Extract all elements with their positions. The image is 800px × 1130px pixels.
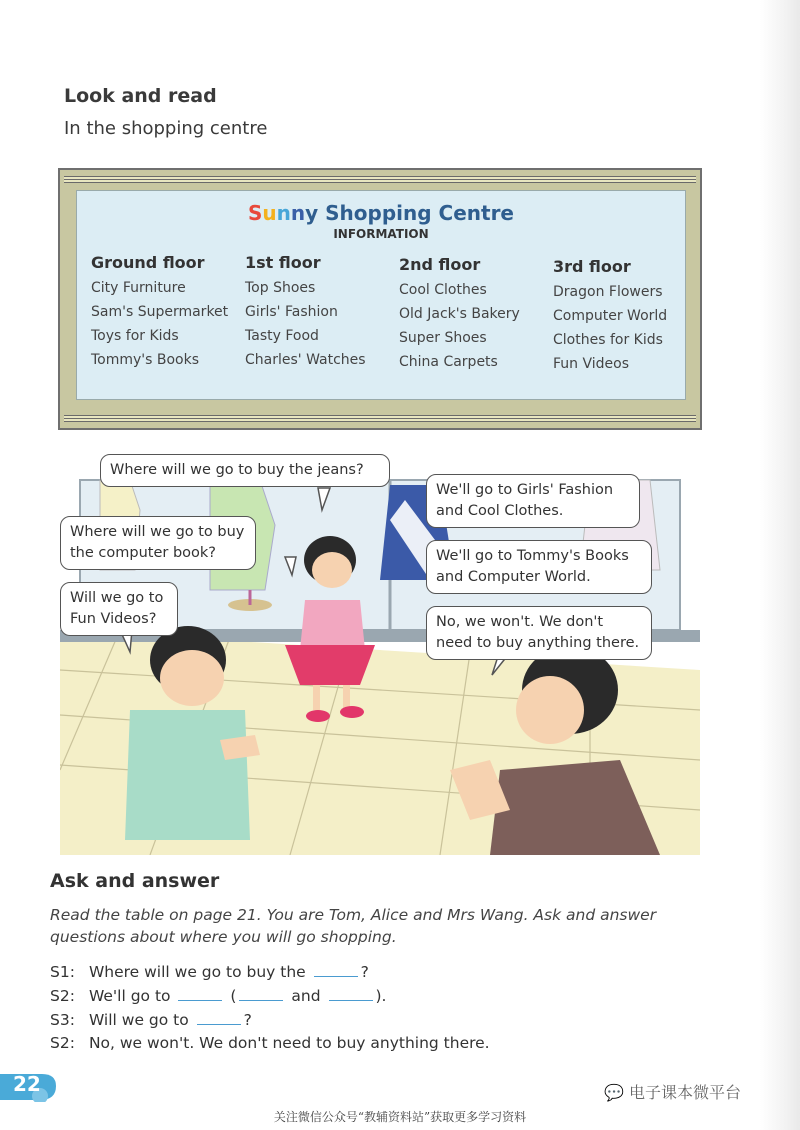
floor-name: 3rd floor bbox=[553, 257, 631, 276]
fill-blank[interactable] bbox=[197, 1010, 241, 1025]
store-item: Super Shoes bbox=[399, 330, 487, 346]
title-logo-letter: n bbox=[276, 201, 291, 225]
floor-column-2nd bbox=[399, 255, 549, 374]
board-title bbox=[77, 201, 685, 225]
store-item: China Carpets bbox=[399, 354, 498, 370]
page-edge-shadow bbox=[760, 0, 800, 1130]
page-number: 22 bbox=[13, 1072, 41, 1096]
store-item: Old Jack's Bakery bbox=[399, 306, 520, 322]
title-logo-letter: n bbox=[290, 201, 306, 225]
store-item: Charles' Watches bbox=[245, 352, 366, 368]
watermark-text: 电子课本微平台 bbox=[629, 1083, 742, 1102]
title-logo-letter: u bbox=[262, 201, 277, 225]
board-title-logo-letters bbox=[248, 201, 305, 225]
speech-bubble-girls-fashion: We'll go to Girls' Fashion and Cool Clothes. bbox=[426, 474, 640, 528]
fill-blank[interactable] bbox=[178, 986, 222, 1001]
chat-bubble-icon: 💬 bbox=[604, 1083, 624, 1102]
speaker-label: S1: bbox=[50, 963, 75, 981]
store-item: Computer World bbox=[553, 308, 668, 324]
store-item: City Furniture bbox=[91, 280, 186, 296]
floor-name: Ground floor bbox=[91, 253, 205, 272]
title-logo-letter: S bbox=[247, 201, 263, 225]
dialogue-text: ? bbox=[243, 1011, 252, 1029]
dialogue-text: ? bbox=[360, 963, 369, 981]
instruction-text: Read the table on page 21. You are Tom, Alice and Mrs Wang. Ask and answer questions about where you will go shopping. bbox=[50, 906, 657, 946]
shopping-illustration bbox=[60, 440, 700, 855]
fill-blank[interactable] bbox=[329, 986, 373, 1001]
dialogue-line-3 bbox=[50, 1010, 252, 1029]
store-item: Sam's Supermarket bbox=[91, 304, 229, 320]
speaker-label: S2: bbox=[50, 1034, 75, 1052]
store-item: Tommy's Books bbox=[91, 352, 200, 368]
page-number-tab bbox=[0, 1066, 60, 1102]
store-item: Fun Videos bbox=[553, 356, 630, 372]
store-item: Dragon Flowers bbox=[553, 284, 663, 300]
floor-column-1st bbox=[245, 253, 395, 372]
dialogue-line-4 bbox=[50, 1034, 490, 1052]
floor-column-ground bbox=[91, 253, 241, 372]
dialogue-line-2 bbox=[50, 986, 386, 1005]
floor-column-3rd bbox=[553, 257, 703, 376]
store-item: Clothes for Kids bbox=[553, 332, 663, 348]
store-item: Cool Clothes bbox=[399, 282, 487, 298]
store-item: Tasty Food bbox=[245, 328, 319, 344]
speech-bubble-tommys-books: We'll go to Tommy's Books and Computer World. bbox=[426, 540, 652, 594]
floor-name: 1st floor bbox=[245, 253, 321, 272]
dialogue-text: Where will we go to buy the bbox=[88, 963, 306, 981]
floor-name: 2nd floor bbox=[399, 255, 481, 274]
dialogue-text: No, we won't. We don't need to buy anything there. bbox=[88, 1034, 490, 1052]
speech-bubble-no-need: No, we won't. We don't need to buy anything there. bbox=[426, 606, 652, 660]
section-subtitle: In the shopping centre bbox=[64, 118, 268, 139]
store-item: Girls' Fashion bbox=[245, 304, 338, 320]
store-item: Toys for Kids bbox=[91, 328, 179, 344]
footer-note: 关注微信公众号“教辅资料站”获取更多学习资料 bbox=[273, 1110, 527, 1124]
board-stripe-top bbox=[64, 176, 696, 183]
board-stripe-bottom bbox=[64, 415, 696, 422]
speaker-label: S3: bbox=[50, 1011, 75, 1029]
dialogue-text: We'll go to bbox=[88, 987, 171, 1005]
dialogue-line-1 bbox=[50, 962, 369, 981]
speech-bubble-jeans: Where will we go to buy the jeans? bbox=[100, 454, 390, 487]
speech-bubble-fun-videos: Will we go to Fun Videos? bbox=[60, 582, 178, 636]
information-board bbox=[58, 168, 702, 430]
board-panel bbox=[76, 190, 686, 400]
ask-answer-title: Ask and answer bbox=[50, 870, 220, 892]
fill-blank[interactable] bbox=[239, 986, 283, 1001]
section-title: Look and read bbox=[64, 85, 217, 107]
dialogue-text: ). bbox=[375, 987, 387, 1005]
fill-blank[interactable] bbox=[314, 962, 358, 977]
watermark bbox=[604, 1080, 741, 1103]
board-title-rest: y Shopping Centre bbox=[305, 201, 514, 225]
store-item: Top Shoes bbox=[245, 280, 316, 296]
board-subtitle: INFORMATION bbox=[333, 227, 429, 241]
dialogue-text: and bbox=[291, 987, 321, 1005]
speaker-label: S2: bbox=[50, 987, 75, 1005]
dialogue-text: Will we go to bbox=[88, 1011, 189, 1029]
dialogue-text: ( bbox=[230, 987, 237, 1005]
speech-bubble-computer-book: Where will we go to buy the computer book? bbox=[60, 516, 256, 570]
